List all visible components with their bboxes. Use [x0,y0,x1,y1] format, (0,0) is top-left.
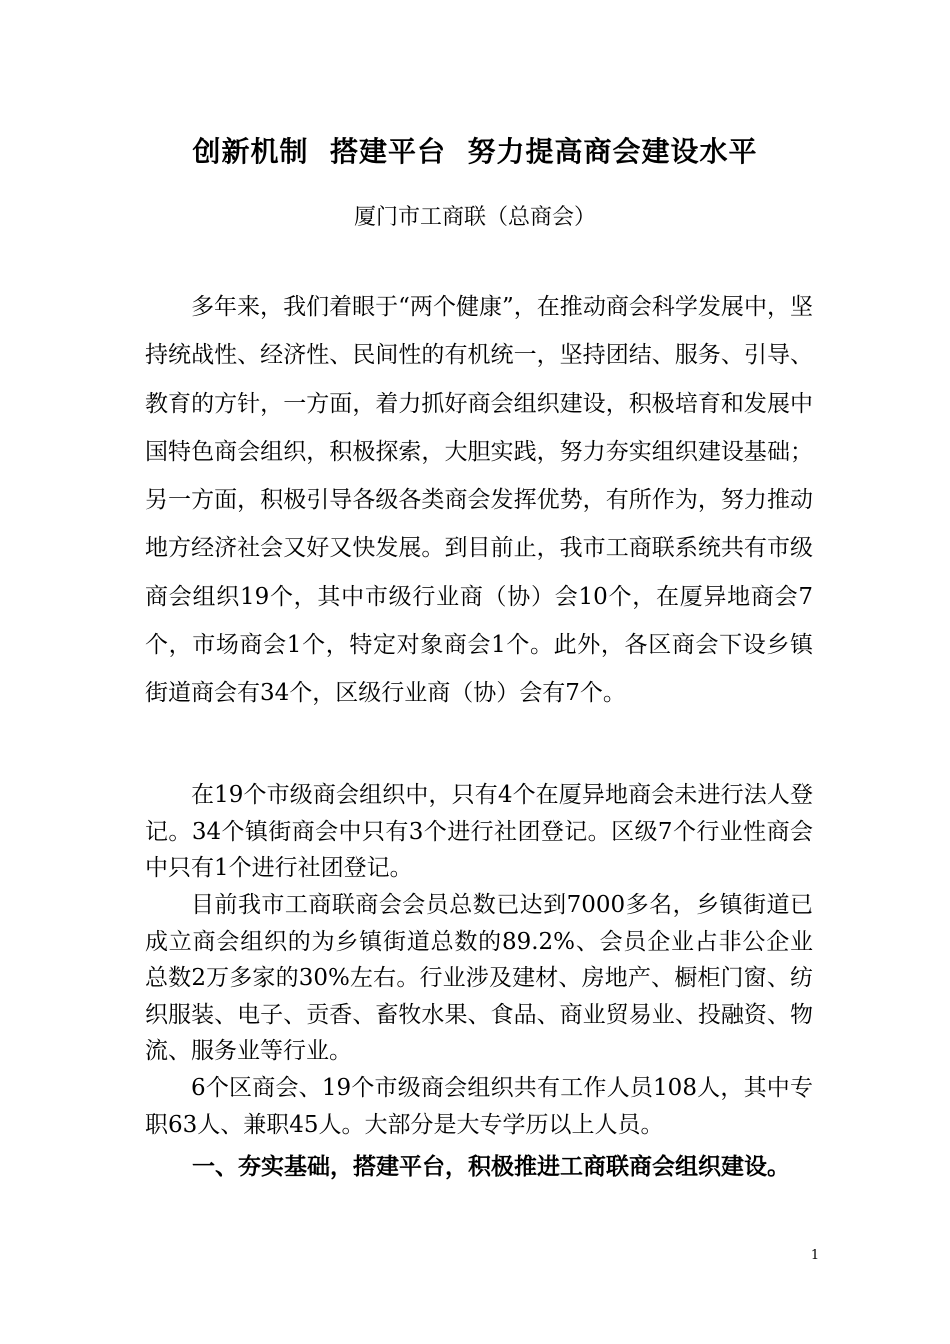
paragraph: 6个区商会、19个市级商会组织共有工作人员108人，其中专职63人、兼职45人。大部分是大专学历以上人员。 [145,1075,813,1138]
paragraph: 多年来，我们着眼于“两个健康”，在推动商会科学发展中，坚持统战性、经济性、民间性的有机统一，坚持团结、服务、引导、教育的方针，一方面，着力抓好商会组织建设，积极培育和发展中国特色商会组织，积极探索，大胆实践，努力夯实组织建设基础；另一方面，积极引导各级各类商会发挥优势，有所作为，努力推动地方经济社会又好又快发展。到目前止，我市工商联系统共有市级商会组织19个，其中市级行业商（协）会10个，在厦异地商会7个，市场商会1个，特定对象商会1个。此外，各区商会下设乡镇街道商会有34个，区级行业商（协）会有7个。 [145,294,813,707]
paragraph: 在19个市级商会组织中，只有4个在厦异地商会未进行法人登记。34个镇街商会中只有3个进行社团登记。区级7个行业性商会中只有1个进行社团登记。 [145,782,813,881]
paragraph: 目前我市工商联商会会员总数已达到7000多名，乡镇街道已成立商会组织的为乡镇街道总数的89.2%、会员企业占非公企业总数2万多家的30%左右。行业涉及建材、房地产、橱柜门窗、纺织服装、电子、贡香、畜牧水果、食品、商业贸易业、投融资、物流、服务业等行业。 [145,892,813,1064]
document-author: 厦门市工商联（总商会） [353,205,596,230]
page-number: 1 [810,1248,820,1263]
document-title: 创新机制 搭建平台 努力提高商会建设水平 [192,135,758,168]
section-heading: 一、夯实基础，搭建平台，积极推进工商联商会组织建设。 [192,1153,790,1180]
